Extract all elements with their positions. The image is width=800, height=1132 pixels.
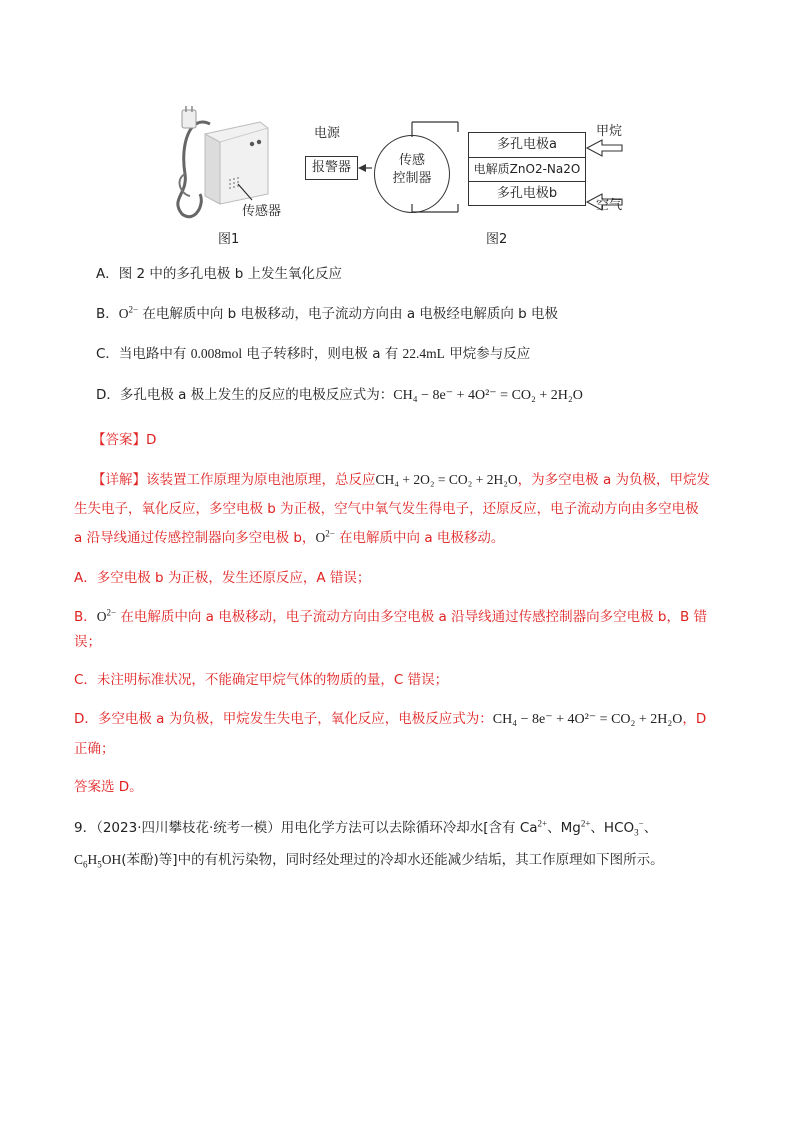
q9-hco-sub: 3: [634, 827, 639, 838]
sensor-label: 传感器: [242, 204, 282, 219]
alarm-label: 报警器: [311, 160, 351, 175]
controller-label-line1: 传感: [398, 153, 425, 168]
q9-l1-b: 、Mg: [547, 820, 581, 836]
figure-1-caption: 图1: [218, 232, 240, 247]
q9-l2-c: C: [74, 852, 84, 867]
option-d-prefix: D．多孔电极 a 极上发生的反应的电极反应式为：: [96, 387, 394, 403]
q9-l1-c: 、HCO: [590, 820, 635, 836]
detail-d-line-2: 正确；: [74, 741, 115, 757]
option-d: [96, 385, 583, 406]
detail-l1-equation: CH₄ + 2O₂ = CO₂ + 2H₂O: [375, 472, 518, 487]
question-9-line-2: [74, 850, 664, 870]
q9-l2-sub1: 6: [83, 859, 88, 870]
detail-d-prefix: D．多空电极 a 为负极，甲烷发生失电子，氧化反应，电极反应式为：: [74, 711, 493, 727]
figure-2-caption: 图2: [486, 232, 508, 247]
final-answer: 答案选 D。: [74, 779, 143, 795]
option-b-ion-charge: 2−: [128, 304, 139, 315]
q9-hco-sup: −: [638, 818, 644, 829]
detail-l3-b: 在电解质中向 a 电极移动。: [334, 530, 505, 546]
detail-l3-charge: 2−: [325, 528, 335, 539]
detail-b-ion: O: [96, 609, 107, 624]
q9-ca-charge: 2+: [537, 818, 548, 829]
option-c-value: 0.008mol: [190, 346, 243, 361]
option-c-suffix: 甲烷参与反应: [444, 346, 531, 362]
detail-l1-b: ，为多空电极 a 为负极，甲烷发: [517, 472, 711, 488]
detail-b-line-2: 误；: [74, 634, 101, 650]
option-c-prefix: C．当电路中有: [96, 346, 191, 362]
electrode-a-label: 多孔电极a: [497, 137, 557, 152]
q9-mg-charge: 2+: [580, 818, 591, 829]
detail-b-line-1: [74, 607, 707, 627]
detail-c: C．未注明标准状况，不能确定甲烷气体的物质的量，C 错误；: [74, 672, 449, 688]
answer-line: [92, 430, 156, 450]
detail-l1-a: 该装置工作原理为原电池原理，总反应: [146, 472, 376, 488]
sensor-controller-circle: [374, 135, 450, 213]
electrolyte-prefix: 电解质: [473, 162, 510, 176]
option-c-mid: 电子转移时，则电极 a 有: [242, 346, 403, 362]
controller-label-line2: 控制器: [392, 171, 432, 186]
fuel-cell-stack: [468, 132, 586, 206]
answer-value: D: [146, 432, 157, 448]
detail-b-charge: 2−: [106, 607, 117, 618]
detail-line-1: [92, 470, 710, 490]
question-9-line-1: [74, 818, 657, 838]
detail-d-line-1: [74, 709, 706, 730]
detail-l3-ion: O: [315, 530, 326, 545]
detail-line-3: [74, 528, 504, 548]
air-label: 空气: [596, 198, 623, 213]
q9-l1-a: 9．（2023·四川攀枝花·统考一模）用电化学方法可以去除循环冷却水[含有 Ca: [74, 820, 538, 836]
electrode-a-layer: [469, 133, 585, 158]
q9-l1-d: 、: [643, 820, 658, 836]
q9-l2-text: (苯酚)等]中的有机污染物，同时经处理过的冷却水还能减少结垢，其工作原理如下图所示。: [121, 852, 664, 868]
answer-label: 【答案】: [92, 432, 146, 448]
q9-l2-h: H: [87, 852, 98, 867]
detail-l3-a: a 沿导线通过传感控制器向多空电极 b，: [74, 530, 316, 546]
detail-b-prefix: B．: [74, 609, 97, 625]
electrolyte-formula: ZnO2-Na2O: [509, 162, 581, 176]
detail-line-2: 生失电子，氧化反应，多空电极 b 为正极，空气中氧气发生得电子，还原反应，电子流动方向由多空电极: [74, 501, 699, 517]
detail-d-suffix: ，D: [682, 711, 707, 727]
option-a: A．图 2 中的多孔电极 b 上发生氧化反应: [96, 266, 343, 282]
q9-l2-oh: OH: [101, 852, 122, 867]
figure-1: [160, 104, 300, 244]
figure-2: [300, 112, 640, 222]
option-b-ion: O: [118, 306, 129, 321]
detail-b-text: 在电解质中向 a 电极移动，电子流动方向由多空电极 a 沿导线通过传感控制器向多空电极 b，B 错: [116, 609, 708, 625]
option-d-equation: CH₄ − 8e⁻ + 4O²⁻ = CO₂ + 2H₂O: [393, 388, 583, 403]
q9-l2-sub2: 5: [97, 859, 102, 870]
electrode-b-label: 多孔电极b: [496, 186, 558, 201]
option-b-text: 在电解质中向 b 电极移动，电子流动方向由 a 电极经电解质向 b 电极: [138, 306, 559, 322]
detail-d-equation: CH₄ − 8e⁻ + 4O²⁻ = CO₂ + 2H₂O: [492, 712, 683, 727]
option-c: [96, 344, 530, 364]
option-b: [96, 304, 558, 324]
electrode-b-layer: [469, 182, 585, 206]
detail-label: 【详解】: [92, 472, 146, 488]
alarm-box: [305, 156, 358, 180]
methane-label: 甲烷: [596, 124, 623, 139]
power-label: 电源: [314, 126, 341, 141]
option-c-volume: 22.4mL: [402, 346, 445, 361]
option-b-prefix: B．: [96, 306, 119, 322]
gas-sensor-device-illustration: [160, 104, 300, 244]
detail-a: A．多空电极 b 为正极，发生还原反应，A 错误；: [74, 570, 371, 586]
electrolyte-layer: [469, 158, 585, 182]
